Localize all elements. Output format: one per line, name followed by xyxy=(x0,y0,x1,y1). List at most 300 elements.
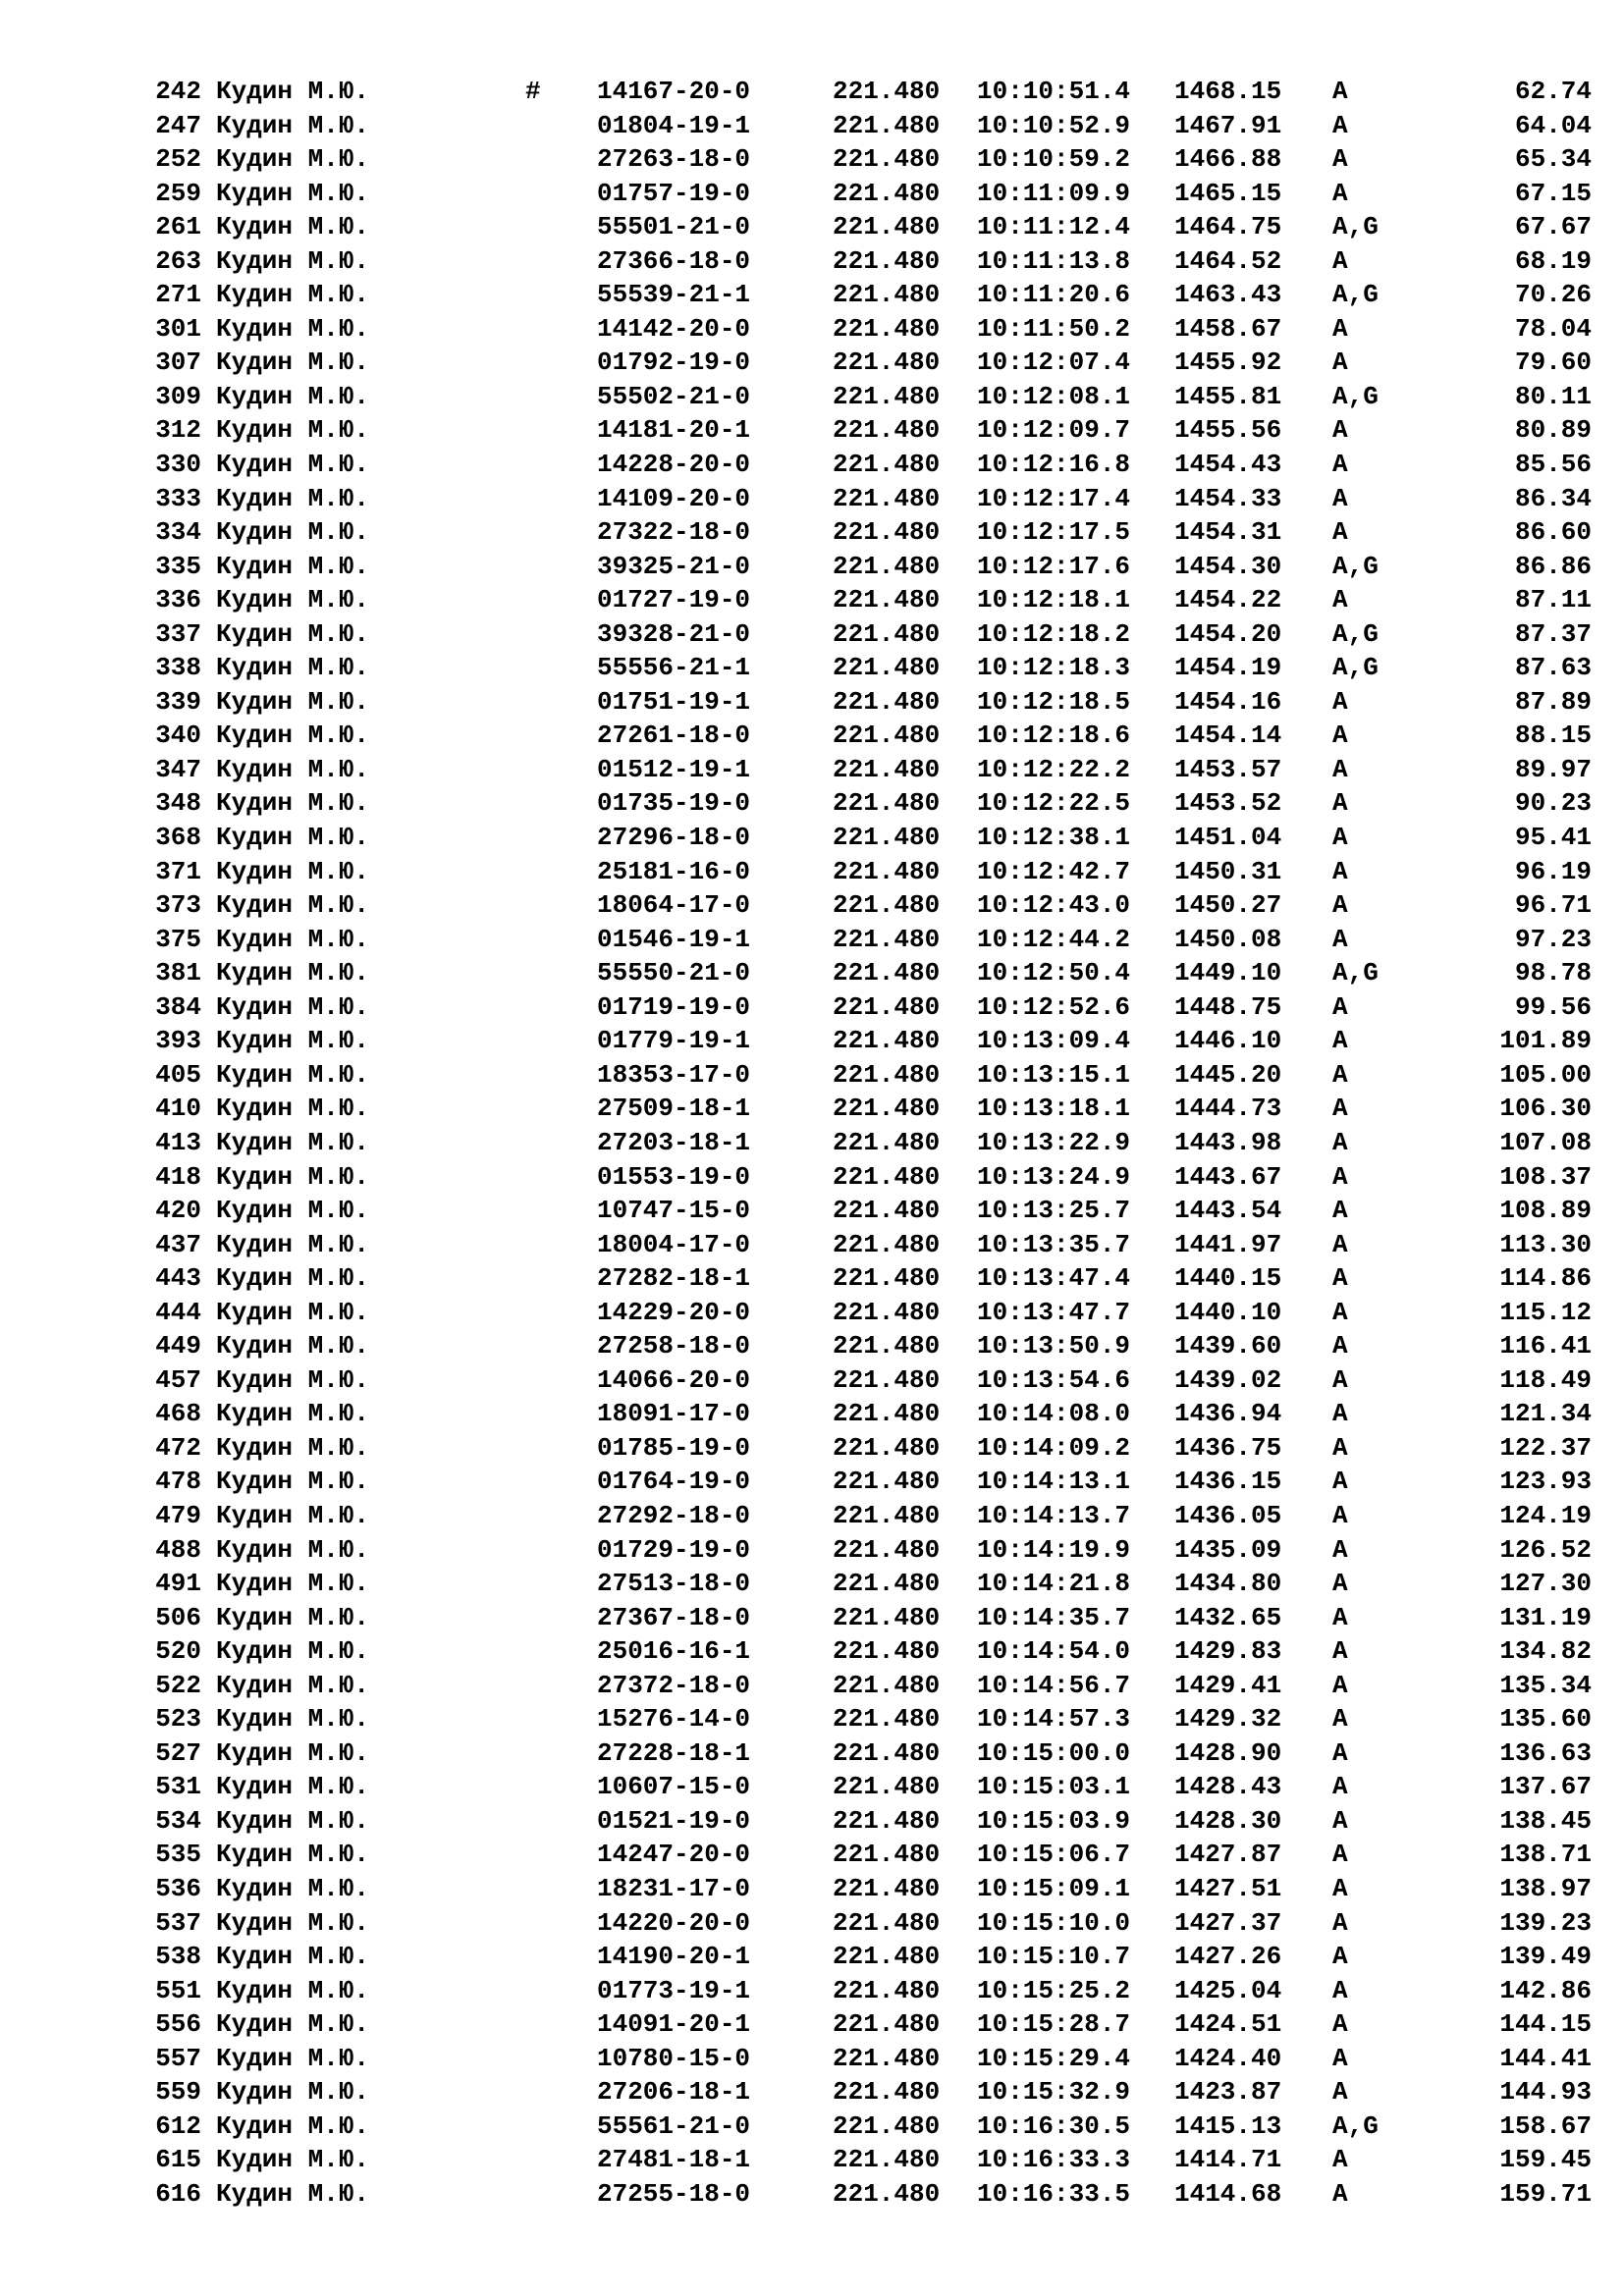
result-value: 89.97 xyxy=(1514,754,1592,784)
row-flag: # xyxy=(525,77,541,106)
table-row xyxy=(0,923,1624,957)
mode-code: A xyxy=(1332,1500,1348,1530)
operator-name: Кудин М.Ю. xyxy=(216,1569,370,1599)
timestamp: 10:12:43.0 xyxy=(977,890,1131,921)
row-number: 531 xyxy=(155,1772,201,1802)
measurement-value: 1465.15 xyxy=(1174,178,1282,208)
mode-code: A xyxy=(1332,1704,1348,1735)
result-value: 62.74 xyxy=(1514,77,1592,106)
measurement-value: 1436.05 xyxy=(1174,1500,1282,1530)
timestamp: 10:16:33.3 xyxy=(977,2145,1131,2175)
timestamp: 10:16:33.5 xyxy=(977,2178,1131,2209)
frequency: 221.480 xyxy=(833,653,941,683)
row-number: 420 xyxy=(155,1196,201,1226)
table-row xyxy=(0,1838,1624,1872)
operator-name: Кудин М.Ю. xyxy=(216,2178,370,2209)
measurement-value: 1424.51 xyxy=(1174,2009,1282,2040)
timestamp: 10:14:35.7 xyxy=(977,1602,1131,1632)
frequency: 221.480 xyxy=(833,1670,941,1700)
row-number: 468 xyxy=(155,1399,201,1429)
result-value: 144.15 xyxy=(1499,2009,1592,2040)
record-id: 01546-19-1 xyxy=(597,924,751,954)
row-number: 536 xyxy=(155,1873,201,1903)
timestamp: 10:14:13.1 xyxy=(977,1467,1131,1497)
measurement-value: 1466.88 xyxy=(1174,144,1282,175)
measurement-value: 1414.71 xyxy=(1174,2145,1282,2175)
measurement-value: 1454.20 xyxy=(1174,618,1282,649)
result-value: 85.56 xyxy=(1514,450,1592,480)
row-number: 348 xyxy=(155,788,201,819)
timestamp: 10:13:54.6 xyxy=(977,1364,1131,1395)
result-value: 139.23 xyxy=(1499,1907,1592,1938)
record-id: 27509-18-1 xyxy=(597,1094,751,1124)
timestamp: 10:12:17.5 xyxy=(977,517,1131,548)
mode-code: A xyxy=(1332,178,1348,208)
measurement-value: 1436.75 xyxy=(1174,1432,1282,1463)
timestamp: 10:11:13.8 xyxy=(977,245,1131,276)
operator-name: Кудин М.Ю. xyxy=(216,1364,370,1395)
mode-code: A xyxy=(1332,1942,1348,1972)
table-row xyxy=(0,278,1624,312)
row-number: 491 xyxy=(155,1569,201,1599)
mode-code: A,G xyxy=(1332,280,1379,310)
row-number: 371 xyxy=(155,856,201,886)
measurement-value: 1427.51 xyxy=(1174,1873,1282,1903)
table-row xyxy=(0,2177,1624,2212)
table-row xyxy=(0,380,1624,414)
mode-code: A xyxy=(1332,721,1348,751)
row-number: 506 xyxy=(155,1602,201,1632)
record-id: 01792-19-0 xyxy=(597,347,751,378)
result-value: 97.23 xyxy=(1514,924,1592,954)
result-value: 106.30 xyxy=(1499,1094,1592,1124)
record-id: 01757-19-0 xyxy=(597,178,751,208)
measurement-value: 1443.67 xyxy=(1174,1161,1282,1192)
record-id: 14181-20-1 xyxy=(597,415,751,446)
record-id: 14109-20-0 xyxy=(597,483,751,513)
timestamp: 10:15:06.7 xyxy=(977,1840,1131,1870)
timestamp: 10:11:12.4 xyxy=(977,212,1131,242)
operator-name: Кудин М.Ю. xyxy=(216,1094,370,1124)
measurement-value: 1435.09 xyxy=(1174,1534,1282,1565)
operator-name: Кудин М.Ю. xyxy=(216,1432,370,1463)
row-number: 488 xyxy=(155,1534,201,1565)
table-row xyxy=(0,1024,1624,1058)
frequency: 221.480 xyxy=(833,721,941,751)
timestamp: 10:13:15.1 xyxy=(977,1059,1131,1090)
frequency: 221.480 xyxy=(833,1161,941,1192)
measurement-value: 1415.13 xyxy=(1174,2110,1282,2141)
record-id: 01751-19-1 xyxy=(597,686,751,717)
frequency: 221.480 xyxy=(833,77,941,106)
record-id: 18231-17-0 xyxy=(597,1873,751,1903)
record-list xyxy=(0,75,1624,2211)
timestamp: 10:10:51.4 xyxy=(977,77,1131,106)
frequency: 221.480 xyxy=(833,754,941,784)
timestamp: 10:12:18.6 xyxy=(977,721,1131,751)
table-row xyxy=(0,1228,1624,1262)
result-value: 121.34 xyxy=(1499,1399,1592,1429)
operator-name: Кудин М.Ю. xyxy=(216,347,370,378)
row-number: 271 xyxy=(155,280,201,310)
timestamp: 10:15:00.0 xyxy=(977,1737,1131,1768)
operator-name: Кудин М.Ю. xyxy=(216,1196,370,1226)
operator-name: Кудин М.Ю. xyxy=(216,1975,370,2005)
result-value: 108.89 xyxy=(1499,1196,1592,1226)
operator-name: Кудин М.Ю. xyxy=(216,585,370,615)
table-row xyxy=(0,956,1624,990)
row-number: 478 xyxy=(155,1467,201,1497)
measurement-value: 1443.54 xyxy=(1174,1196,1282,1226)
record-id: 55550-21-0 xyxy=(597,958,751,988)
frequency: 221.480 xyxy=(833,1636,941,1667)
table-row xyxy=(0,888,1624,923)
record-id: 14167-20-0 xyxy=(597,77,751,106)
mode-code: A xyxy=(1332,144,1348,175)
row-number: 347 xyxy=(155,754,201,784)
result-value: 96.19 xyxy=(1514,856,1592,886)
frequency: 221.480 xyxy=(833,212,941,242)
record-id: 10607-15-0 xyxy=(597,1772,751,1802)
record-id: 27292-18-0 xyxy=(597,1500,751,1530)
operator-name: Кудин М.Ю. xyxy=(216,1873,370,1903)
record-id: 25016-16-1 xyxy=(597,1636,751,1667)
record-id: 01779-19-1 xyxy=(597,1026,751,1056)
record-id: 01804-19-1 xyxy=(597,110,751,140)
operator-name: Кудин М.Ю. xyxy=(216,958,370,988)
result-value: 127.30 xyxy=(1499,1569,1592,1599)
mode-code: A xyxy=(1332,1737,1348,1768)
table-row xyxy=(0,1940,1624,1974)
timestamp: 10:13:22.9 xyxy=(977,1127,1131,1157)
measurement-value: 1454.33 xyxy=(1174,483,1282,513)
record-id: 14091-20-1 xyxy=(597,2009,751,2040)
frequency: 221.480 xyxy=(833,788,941,819)
record-id: 14228-20-0 xyxy=(597,450,751,480)
frequency: 221.480 xyxy=(833,1840,941,1870)
table-row xyxy=(0,1499,1624,1533)
mode-code: A xyxy=(1332,2178,1348,2209)
record-id: 15276-14-0 xyxy=(597,1704,751,1735)
frequency: 221.480 xyxy=(833,551,941,581)
table-row xyxy=(0,651,1624,685)
mode-code: A xyxy=(1332,415,1348,446)
frequency: 221.480 xyxy=(833,1737,941,1768)
measurement-value: 1446.10 xyxy=(1174,1026,1282,1056)
result-value: 142.86 xyxy=(1499,1975,1592,2005)
row-number: 309 xyxy=(155,381,201,411)
record-id: 27258-18-0 xyxy=(597,1331,751,1362)
row-number: 393 xyxy=(155,1026,201,1056)
frequency: 221.480 xyxy=(833,1127,941,1157)
result-value: 138.97 xyxy=(1499,1873,1592,1903)
mode-code: A xyxy=(1332,890,1348,921)
table-row xyxy=(0,1397,1624,1431)
result-value: 86.60 xyxy=(1514,517,1592,548)
timestamp: 10:15:03.9 xyxy=(977,1805,1131,1836)
measurement-value: 1425.04 xyxy=(1174,1975,1282,2005)
row-number: 263 xyxy=(155,245,201,276)
operator-name: Кудин М.Ю. xyxy=(216,1636,370,1667)
timestamp: 10:12:52.6 xyxy=(977,991,1131,1022)
table-row xyxy=(0,1194,1624,1228)
record-id: 25181-16-0 xyxy=(597,856,751,886)
timestamp: 10:12:38.1 xyxy=(977,823,1131,853)
table-row xyxy=(0,1634,1624,1669)
measurement-value: 1453.57 xyxy=(1174,754,1282,784)
row-number: 616 xyxy=(155,2178,201,2209)
operator-name: Кудин М.Ю. xyxy=(216,280,370,310)
mode-code: A xyxy=(1332,1636,1348,1667)
measurement-value: 1448.75 xyxy=(1174,991,1282,1022)
operator-name: Кудин М.Ю. xyxy=(216,1467,370,1497)
timestamp: 10:12:07.4 xyxy=(977,347,1131,378)
operator-name: Кудин М.Ю. xyxy=(216,788,370,819)
timestamp: 10:13:35.7 xyxy=(977,1229,1131,1259)
row-number: 336 xyxy=(155,585,201,615)
frequency: 221.480 xyxy=(833,2043,941,2073)
row-number: 301 xyxy=(155,313,201,344)
mode-code: A xyxy=(1332,754,1348,784)
operator-name: Кудин М.Ю. xyxy=(216,415,370,446)
frequency: 221.480 xyxy=(833,2145,941,2175)
mode-code: A xyxy=(1332,1196,1348,1226)
table-row xyxy=(0,990,1624,1025)
table-row xyxy=(0,2007,1624,2042)
result-value: 68.19 xyxy=(1514,245,1592,276)
table-row xyxy=(0,1533,1624,1568)
record-id: 27513-18-0 xyxy=(597,1569,751,1599)
result-value: 79.60 xyxy=(1514,347,1592,378)
record-id: 27255-18-0 xyxy=(597,2178,751,2209)
frequency: 221.480 xyxy=(833,1500,941,1530)
operator-name: Кудин М.Ю. xyxy=(216,2110,370,2141)
row-number: 418 xyxy=(155,1161,201,1192)
row-number: 537 xyxy=(155,1907,201,1938)
mode-code: A xyxy=(1332,110,1348,140)
row-number: 247 xyxy=(155,110,201,140)
mode-code: A xyxy=(1332,1534,1348,1565)
table-row xyxy=(0,2042,1624,2076)
frequency: 221.480 xyxy=(833,2077,941,2108)
measurement-value: 1454.22 xyxy=(1174,585,1282,615)
frequency: 221.480 xyxy=(833,381,941,411)
operator-name: Кудин М.Ю. xyxy=(216,1331,370,1362)
timestamp: 10:10:52.9 xyxy=(977,110,1131,140)
measurement-value: 1434.80 xyxy=(1174,1569,1282,1599)
table-row xyxy=(0,753,1624,787)
timestamp: 10:15:10.7 xyxy=(977,1942,1131,1972)
frequency: 221.480 xyxy=(833,1432,941,1463)
measurement-value: 1468.15 xyxy=(1174,77,1282,106)
result-value: 135.34 xyxy=(1499,1670,1592,1700)
mode-code: A xyxy=(1332,856,1348,886)
row-number: 259 xyxy=(155,178,201,208)
measurement-value: 1467.91 xyxy=(1174,110,1282,140)
record-id: 10747-15-0 xyxy=(597,1196,751,1226)
operator-name: Кудин М.Ю. xyxy=(216,1229,370,1259)
table-row xyxy=(0,210,1624,244)
row-number: 522 xyxy=(155,1670,201,1700)
table-row xyxy=(0,1465,1624,1499)
row-number: 535 xyxy=(155,1840,201,1870)
operator-name: Кудин М.Ю. xyxy=(216,924,370,954)
mode-code: A xyxy=(1332,1026,1348,1056)
measurement-value: 1464.52 xyxy=(1174,245,1282,276)
row-number: 338 xyxy=(155,653,201,683)
row-number: 437 xyxy=(155,1229,201,1259)
record-id: 14229-20-0 xyxy=(597,1297,751,1327)
record-id: 14142-20-0 xyxy=(597,313,751,344)
record-id: 14066-20-0 xyxy=(597,1364,751,1395)
record-id: 27322-18-0 xyxy=(597,517,751,548)
record-id: 01512-19-1 xyxy=(597,754,751,784)
table-row xyxy=(0,312,1624,347)
frequency: 221.480 xyxy=(833,280,941,310)
mode-code: A,G xyxy=(1332,381,1379,411)
timestamp: 10:12:17.4 xyxy=(977,483,1131,513)
frequency: 221.480 xyxy=(833,924,941,954)
measurement-value: 1454.31 xyxy=(1174,517,1282,548)
measurement-value: 1429.32 xyxy=(1174,1704,1282,1735)
measurement-value: 1451.04 xyxy=(1174,823,1282,853)
timestamp: 10:12:18.5 xyxy=(977,686,1131,717)
row-number: 615 xyxy=(155,2145,201,2175)
result-value: 99.56 xyxy=(1514,991,1592,1022)
operator-name: Кудин М.Ю. xyxy=(216,754,370,784)
row-number: 405 xyxy=(155,1059,201,1090)
frequency: 221.480 xyxy=(833,1229,941,1259)
result-value: 86.86 xyxy=(1514,551,1592,581)
measurement-value: 1439.02 xyxy=(1174,1364,1282,1395)
row-number: 307 xyxy=(155,347,201,378)
measurement-value: 1455.56 xyxy=(1174,415,1282,446)
timestamp: 10:15:32.9 xyxy=(977,2077,1131,2108)
frequency: 221.480 xyxy=(833,347,941,378)
timestamp: 10:11:20.6 xyxy=(977,280,1131,310)
record-id: 01521-19-0 xyxy=(597,1805,751,1836)
table-row xyxy=(0,1363,1624,1398)
result-value: 113.30 xyxy=(1499,1229,1592,1259)
result-value: 67.67 xyxy=(1514,212,1592,242)
record-id: 55556-21-1 xyxy=(597,653,751,683)
frequency: 221.480 xyxy=(833,618,941,649)
measurement-value: 1436.15 xyxy=(1174,1467,1282,1497)
record-id: 39328-21-0 xyxy=(597,618,751,649)
mode-code: A xyxy=(1332,245,1348,276)
operator-name: Кудин М.Ю. xyxy=(216,245,370,276)
record-id: 18064-17-0 xyxy=(597,890,751,921)
timestamp: 10:12:44.2 xyxy=(977,924,1131,954)
result-value: 80.89 xyxy=(1514,415,1592,446)
result-value: 65.34 xyxy=(1514,144,1592,175)
operator-name: Кудин М.Ю. xyxy=(216,212,370,242)
row-number: 556 xyxy=(155,2009,201,2040)
table-row xyxy=(0,346,1624,380)
frequency: 221.480 xyxy=(833,313,941,344)
result-value: 108.37 xyxy=(1499,1161,1592,1192)
row-number: 612 xyxy=(155,2110,201,2141)
frequency: 221.480 xyxy=(833,1602,941,1632)
table-row xyxy=(0,448,1624,482)
measurement-value: 1454.16 xyxy=(1174,686,1282,717)
row-number: 520 xyxy=(155,1636,201,1667)
table-row xyxy=(0,1329,1624,1363)
operator-name: Кудин М.Ю. xyxy=(216,313,370,344)
mode-code: A,G xyxy=(1332,958,1379,988)
row-number: 330 xyxy=(155,450,201,480)
frequency: 221.480 xyxy=(833,686,941,717)
timestamp: 10:15:09.1 xyxy=(977,1873,1131,1903)
timestamp: 10:12:50.4 xyxy=(977,958,1131,988)
timestamp: 10:15:29.4 xyxy=(977,2043,1131,2073)
timestamp: 10:13:50.9 xyxy=(977,1331,1131,1362)
measurement-value: 1454.30 xyxy=(1174,551,1282,581)
measurement-value: 1444.73 xyxy=(1174,1094,1282,1124)
table-row xyxy=(0,1736,1624,1771)
operator-name: Кудин М.Ю. xyxy=(216,1840,370,1870)
result-value: 64.04 xyxy=(1514,110,1592,140)
frequency: 221.480 xyxy=(833,1772,941,1802)
table-row xyxy=(0,1261,1624,1296)
record-id: 14220-20-0 xyxy=(597,1907,751,1938)
row-number: 312 xyxy=(155,415,201,446)
frequency: 221.480 xyxy=(833,2178,941,2209)
mode-code: A,G xyxy=(1332,212,1379,242)
record-id: 01773-19-1 xyxy=(597,1975,751,2005)
operator-name: Кудин М.Ю. xyxy=(216,856,370,886)
frequency: 221.480 xyxy=(833,144,941,175)
measurement-value: 1453.52 xyxy=(1174,788,1282,819)
measurement-value: 1429.83 xyxy=(1174,1636,1282,1667)
mode-code: A xyxy=(1332,1670,1348,1700)
record-id: 14247-20-0 xyxy=(597,1840,751,1870)
frequency: 221.480 xyxy=(833,823,941,853)
result-value: 96.71 xyxy=(1514,890,1592,921)
row-number: 261 xyxy=(155,212,201,242)
result-value: 144.93 xyxy=(1499,2077,1592,2108)
frequency: 221.480 xyxy=(833,415,941,446)
row-number: 538 xyxy=(155,1942,201,1972)
frequency: 221.480 xyxy=(833,1331,941,1362)
measurement-value: 1439.60 xyxy=(1174,1331,1282,1362)
row-number: 534 xyxy=(155,1805,201,1836)
result-value: 122.37 xyxy=(1499,1432,1592,1463)
table-row xyxy=(0,855,1624,889)
timestamp: 10:13:25.7 xyxy=(977,1196,1131,1226)
measurement-value: 1428.43 xyxy=(1174,1772,1282,1802)
result-value: 135.60 xyxy=(1499,1704,1592,1735)
measurement-value: 1458.67 xyxy=(1174,313,1282,344)
operator-name: Кудин М.Ю. xyxy=(216,2043,370,2073)
record-id: 55561-21-0 xyxy=(597,2110,751,2141)
timestamp: 10:10:59.2 xyxy=(977,144,1131,175)
result-value: 138.71 xyxy=(1499,1840,1592,1870)
mode-code: A xyxy=(1332,1229,1348,1259)
record-id: 55502-21-0 xyxy=(597,381,751,411)
mode-code: A,G xyxy=(1332,653,1379,683)
row-number: 449 xyxy=(155,1331,201,1362)
measurement-value: 1443.98 xyxy=(1174,1127,1282,1157)
frequency: 221.480 xyxy=(833,450,941,480)
measurement-value: 1450.08 xyxy=(1174,924,1282,954)
mode-code: A,G xyxy=(1332,2110,1379,2141)
record-id: 55501-21-0 xyxy=(597,212,751,242)
mode-code: A,G xyxy=(1332,618,1379,649)
mode-code: A xyxy=(1332,450,1348,480)
measurement-value: 1454.43 xyxy=(1174,450,1282,480)
record-id: 01729-19-0 xyxy=(597,1534,751,1565)
